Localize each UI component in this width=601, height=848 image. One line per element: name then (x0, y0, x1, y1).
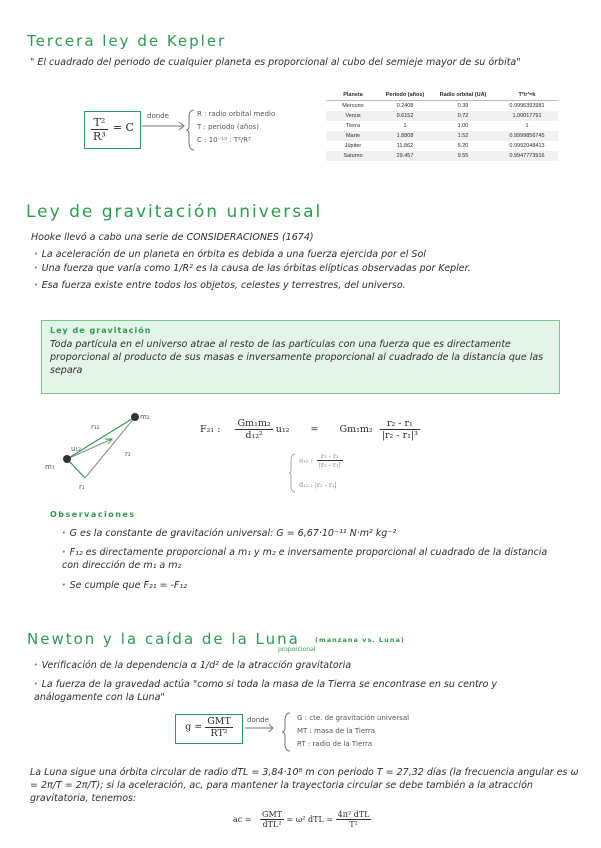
newton-subtitle: (manzana vs. Luna) (315, 636, 405, 644)
newton-paragraph: La Luna sigue una órbita circular de radio dTL = 3,84·10⁸ m con periodo T = 27,32 días (la frecuencia angular es ω = 2π/T = 2π/T); si la aceleración, ac, para mantener la trayectoria circular se debe también a la atracción gravitatoria, tenemos: (30, 767, 579, 804)
newton-title: Newton y la caída de la Luna (27, 630, 300, 648)
newton-arrow-icon (243, 723, 279, 733)
list-item: · Esa fuerza existe entre todos los objetos, celestes y terrestres, del universo. (34, 280, 406, 291)
kepler-title: Tercera ley de Kepler (27, 32, 227, 50)
observations-title: Observaciones (50, 510, 136, 519)
kepler-brace-icon (186, 108, 196, 152)
newton-arrow-label: donde (247, 716, 269, 724)
force-formula: F₂₁ : $\frac{\text{Gm₁m₂}}{\text{d₁₂²}}$ u₁₂ = Gm₁m₂ $\frac{\text{r₂ - r₁}}{\text{|r₂ - r₁|³}}$ (200, 418, 418, 441)
accel-formula: ac = $\frac{\text{GMT}}{\text{dTL²}}$ = ω² dTL = $\frac{\text{4π² dTL}}{\text{T²}}$ (233, 810, 370, 829)
list-item: · Una fuerza que varía como 1/R² es la causa de las órbitas elípticas observadas por Kepler. (34, 263, 471, 274)
gravitation-intro: Hooke llevó a cabo una serie de CONSIDERACIONES (1674) (31, 232, 314, 243)
list-item: · G es la constante de gravitación universal: G = 6,67·10⁻¹¹ N·m² kg⁻² (62, 528, 397, 539)
kepler-arrow-icon (140, 120, 190, 132)
newton-brace-icon (282, 712, 292, 752)
unit-vector-def: u₁₂ : $\frac{\text{r₂ - r₁}}{\text{|r₂ - r₁|}}$ (299, 452, 341, 469)
mass-1-icon (63, 455, 71, 463)
gravitation-title: Ley de gravitación universal (26, 202, 323, 222)
table-row: Marte 1.8808 1.52 0.9999856745 (326, 131, 558, 141)
kepler-formula-eq: = C (112, 121, 134, 134)
newton-legend: G : cte. de gravitación universal MT : masa de la Tierra RT : radio de la Tierra (297, 714, 410, 748)
list-item: · F₁₂ es directamente proporcional a m₁ y m₂ e inversamente proporcional al cuadrado de la distancia con dirección de m₁ a m₂ (62, 547, 548, 571)
table-row: Tierra 1 1.00 1 (345, 123, 529, 129)
diagram-r1: r₁ (79, 483, 85, 491)
kepler-formula-num: T² (91, 116, 108, 130)
mass-2-icon (131, 413, 139, 421)
diagram-u12: u₁₂ (71, 445, 82, 453)
gravitation-bullets (34, 248, 564, 292)
newton-note: proporcional (278, 646, 316, 653)
kepler-arrow-label: donde (147, 112, 169, 120)
newton-bullets (34, 659, 564, 704)
kepler-table-wrap (326, 90, 558, 161)
kepler-table: Planeta Periodo (años) Radio orbital (UA) T²/r³=k Mercurio 0.2408 0.39 0.9996393981 Venus 0.6152 0.72 1.00017791 Tierra 1 1.00 1 Marte 1.8808 1.52 0.9999856745 Júpiter 11.862 5.20 0.9992048413 Saturno 29.457 9.55 0.9947773916 (326, 90, 558, 161)
kepler-legend: R : radio orbital medio T : periodo (años) C : 10⁻¹⁹ : T²/R³ (197, 110, 276, 144)
table-row: Mercurio 0.2408 0.39 0.9996393981 (342, 103, 545, 109)
kepler-quote: " El cuadrado del periodo de cualquier planeta es proporcional al cubo del semieje mayor de su órbita" (30, 57, 521, 68)
list-item: · La aceleración de un planeta en órbita es debida a una fuerza ejercida por el Sol (34, 249, 426, 260)
table-row: Saturno 29.457 9.55 0.9947773916 (326, 151, 558, 161)
table-row: Venus 0.6152 0.72 1.00017791 (326, 111, 558, 121)
diagram-m1: m₁ (45, 463, 55, 471)
gravitation-box-title: Ley de gravitación (50, 326, 152, 335)
newton-formula-box: g = $\frac{\text{GMT}}{\text{RT²}}$ (175, 714, 243, 744)
gravitation-diagram (45, 408, 175, 503)
kepler-formula-box (84, 111, 141, 149)
gravitation-box-text: Toda partícula en el universo atrae al resto de las partículas con una fuerza que es directamente proporcional al producto de sus masas e inversamente proporcional al cuadrado de la distancia que las separa (50, 339, 544, 376)
table-row: Júpiter 11.862 5.20 0.9992048413 (344, 143, 545, 149)
diagram-m2: m₂ (140, 413, 150, 421)
observations-list (62, 527, 562, 592)
kepler-formula-den: R³ (93, 130, 106, 143)
diagram-r2: r₂ (125, 450, 131, 458)
list-item: · Se cumple que F₂₁ = -F₁₂ (62, 580, 188, 591)
unit-vector-brace-icon (289, 453, 297, 493)
gravitation-law-box (41, 320, 560, 394)
list-item: · Verificación de la dependencia α 1/d² de la atracción gravitatoria (34, 660, 352, 671)
distance-def: d₁₂ : |r₂ - r₁| (299, 481, 337, 489)
list-item: · La fuerza de la gravedad actúa "como si toda la masa de la Tierra se encontrase en su centro y análogamente con la Luna" (34, 679, 498, 703)
diagram-r12: r₁₂ (91, 423, 100, 431)
